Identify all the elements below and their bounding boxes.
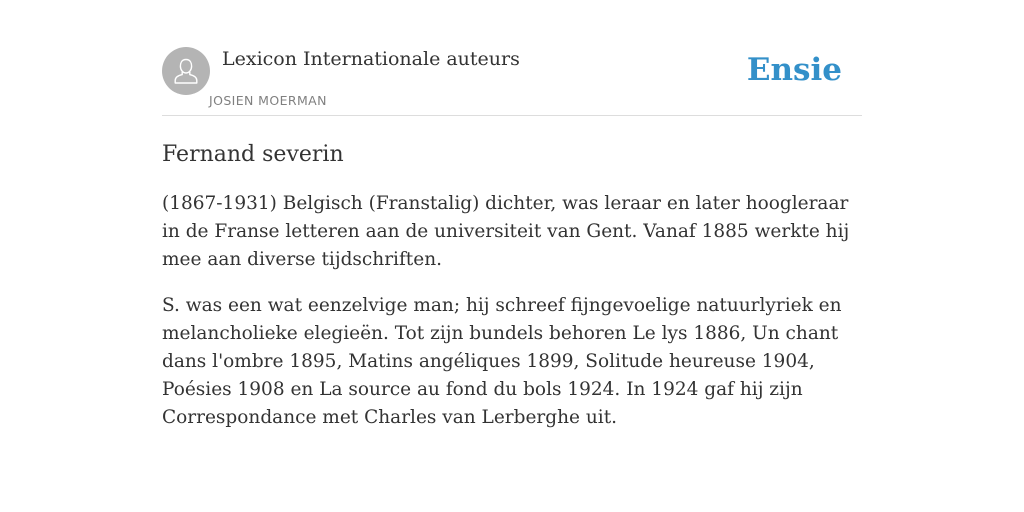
author-avatar[interactable] — [162, 47, 210, 95]
author-name[interactable]: JOSIEN MOERMAN — [209, 93, 327, 108]
collection-title[interactable]: Lexicon Internationale auteurs — [222, 48, 520, 70]
article-header — [162, 47, 862, 116]
ensie-logo[interactable]: Ensie — [746, 52, 842, 88]
article-body — [162, 190, 862, 432]
article-paragraph: (1867-1931) Belgisch (Franstalig) dichter, was leraar en later hoogleraar in de Franse letteren aan de universiteit van Gent. Vanaf 1885 werkte hij mee aan diverse tijdschriften. — [162, 193, 850, 270]
user-silhouette-icon — [172, 56, 200, 86]
article-title: Fernand severin — [162, 142, 344, 167]
page — [162, 0, 862, 432]
article-paragraph: S. was een wat eenzelvige man; hij schreef fijngevoelige natuurlyriek en melancholieke elegieën. Tot zijn bundels behoren Le lys 1886, Un chant dans l'ombre 1895, Matins angéliques 1899, Solitude heureuse 1904, Poésies 1908 en La source au fond du bols 1924. In 1924 gaf hij zijn Correspondance met Charles van Lerberghe uit. — [162, 295, 842, 428]
